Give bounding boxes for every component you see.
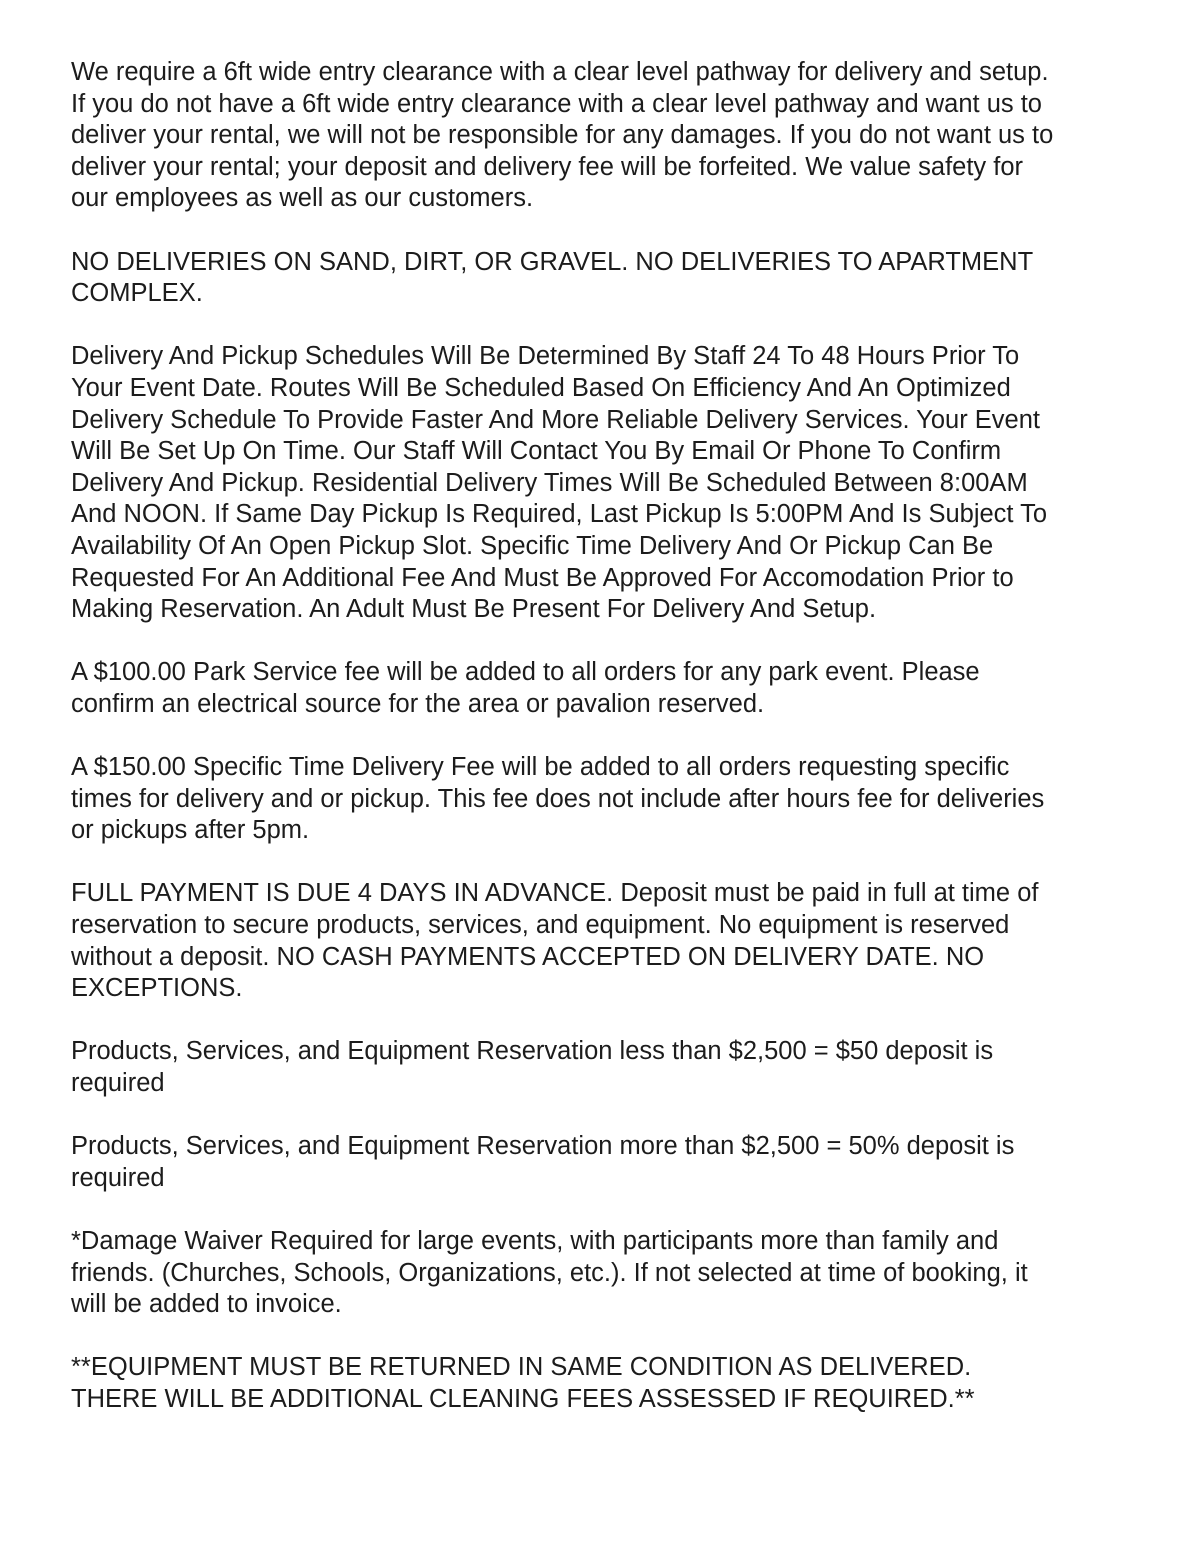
text-line: deliver your rental; your deposit and delivery fee will be forfeited. We value safety for [71,152,1024,181]
text-line: EXCEPTIONS. [71,974,243,1003]
text-line: We require a 6ft wide entry clearance with a clear level pathway for delivery and setup. [71,58,1049,86]
policy-paragraph [71,1352,1151,1415]
text-line: And NOON. If Same Day Pickup Is Required, Last Pickup Is 5:00PM And Is Subject To [71,500,1048,529]
text-line: If you do not have a 6ft wide entry clearance with a clear level pathway and want us to [71,89,1042,118]
text-line: *Damage Waiver Required for large events, with participants more than family and [71,1226,999,1255]
text-line: Will Be Set Up On Time. Our Staff Will Contact You By Email Or Phone To Confirm [71,437,1002,466]
policy-paragraph [71,657,1151,720]
text-line: A $150.00 Specific Time Delivery Fee will be added to all orders requesting specific [71,753,1010,782]
text-line: COMPLEX. [71,279,203,308]
text-line: Delivery And Pickup Schedules Will Be Determined By Staff 24 To 48 Hours Prior To [71,342,1020,371]
policy-paragraph [71,1036,1151,1099]
text-line: will be added to invoice. [71,1290,342,1319]
text-line: Availability Of An Open Pickup Slot. Specific Time Delivery And Or Pickup Can Be [71,531,994,560]
text-line: FULL PAYMENT IS DUE 4 DAYS IN ADVANCE. Deposit must be paid in full at time of [71,879,1039,908]
text-line: confirm an electrical source for the area or pavalion reserved. [71,689,765,718]
text-line: Products, Services, and Equipment Reservation more than $2,500 = 50% deposit is [71,1132,1015,1161]
text-line: Your Event Date. Routes Will Be Scheduled Based On Efficiency And An Optimized [71,373,1011,402]
document-page [71,57,1151,1447]
text-line: Delivery And Pickup. Residential Delivery Times Will Be Scheduled Between 8:00AM [71,468,1028,497]
text-line: reservation to secure products, services, and equipment. No equipment is reserved [71,911,1010,940]
text-line: NO DELIVERIES ON SAND, DIRT, OR GRAVEL. NO DELIVERIES TO APARTMENT [71,247,1034,276]
policy-paragraph [71,752,1151,847]
policy-paragraph [71,878,1151,1004]
text-line: THERE WILL BE ADDITIONAL CLEANING FEES ASSESSED IF REQUIRED.** [71,1384,975,1413]
policy-paragraph [71,1226,1151,1321]
text-line: Delivery Schedule To Provide Faster And More Reliable Delivery Services. Your Event [71,405,1040,434]
text-line: required [71,1069,165,1097]
text-line: A $100.00 Park Service fee will be added to all orders for any park event. Please [71,658,980,687]
text-line: required [71,1163,165,1192]
text-line: Making Reservation. An Adult Must Be Present For Delivery And Setup. [71,595,877,624]
policy-paragraph [71,247,1151,310]
policy-paragraph [71,57,1151,215]
text-line: friends. (Churches, Schools, Organizations, etc.). If not selected at time of booking, it [71,1258,1028,1287]
text-line: our employees as well as our customers. [71,184,534,213]
policy-paragraph [71,1131,1151,1194]
text-line: Products, Services, and Equipment Reservation less than $2,500 = $50 deposit is [71,1037,994,1066]
text-line: without a deposit. NO CASH PAYMENTS ACCEPTED ON DELIVERY DATE. NO [71,942,985,971]
text-line: **EQUIPMENT MUST BE RETURNED IN SAME CONDITION AS DELIVERED. [71,1353,972,1382]
policy-paragraph [71,341,1151,625]
text-line: Requested For An Additional Fee And Must Be Approved For Accomodation Prior to [71,563,1014,592]
text-line: times for delivery and or pickup. This fee does not include after hours fee for deliveries [71,784,1045,813]
text-line: deliver your rental, we will not be responsible for any damages. If you do not want us to [71,121,1054,150]
text-line: or pickups after 5pm. [71,816,310,845]
